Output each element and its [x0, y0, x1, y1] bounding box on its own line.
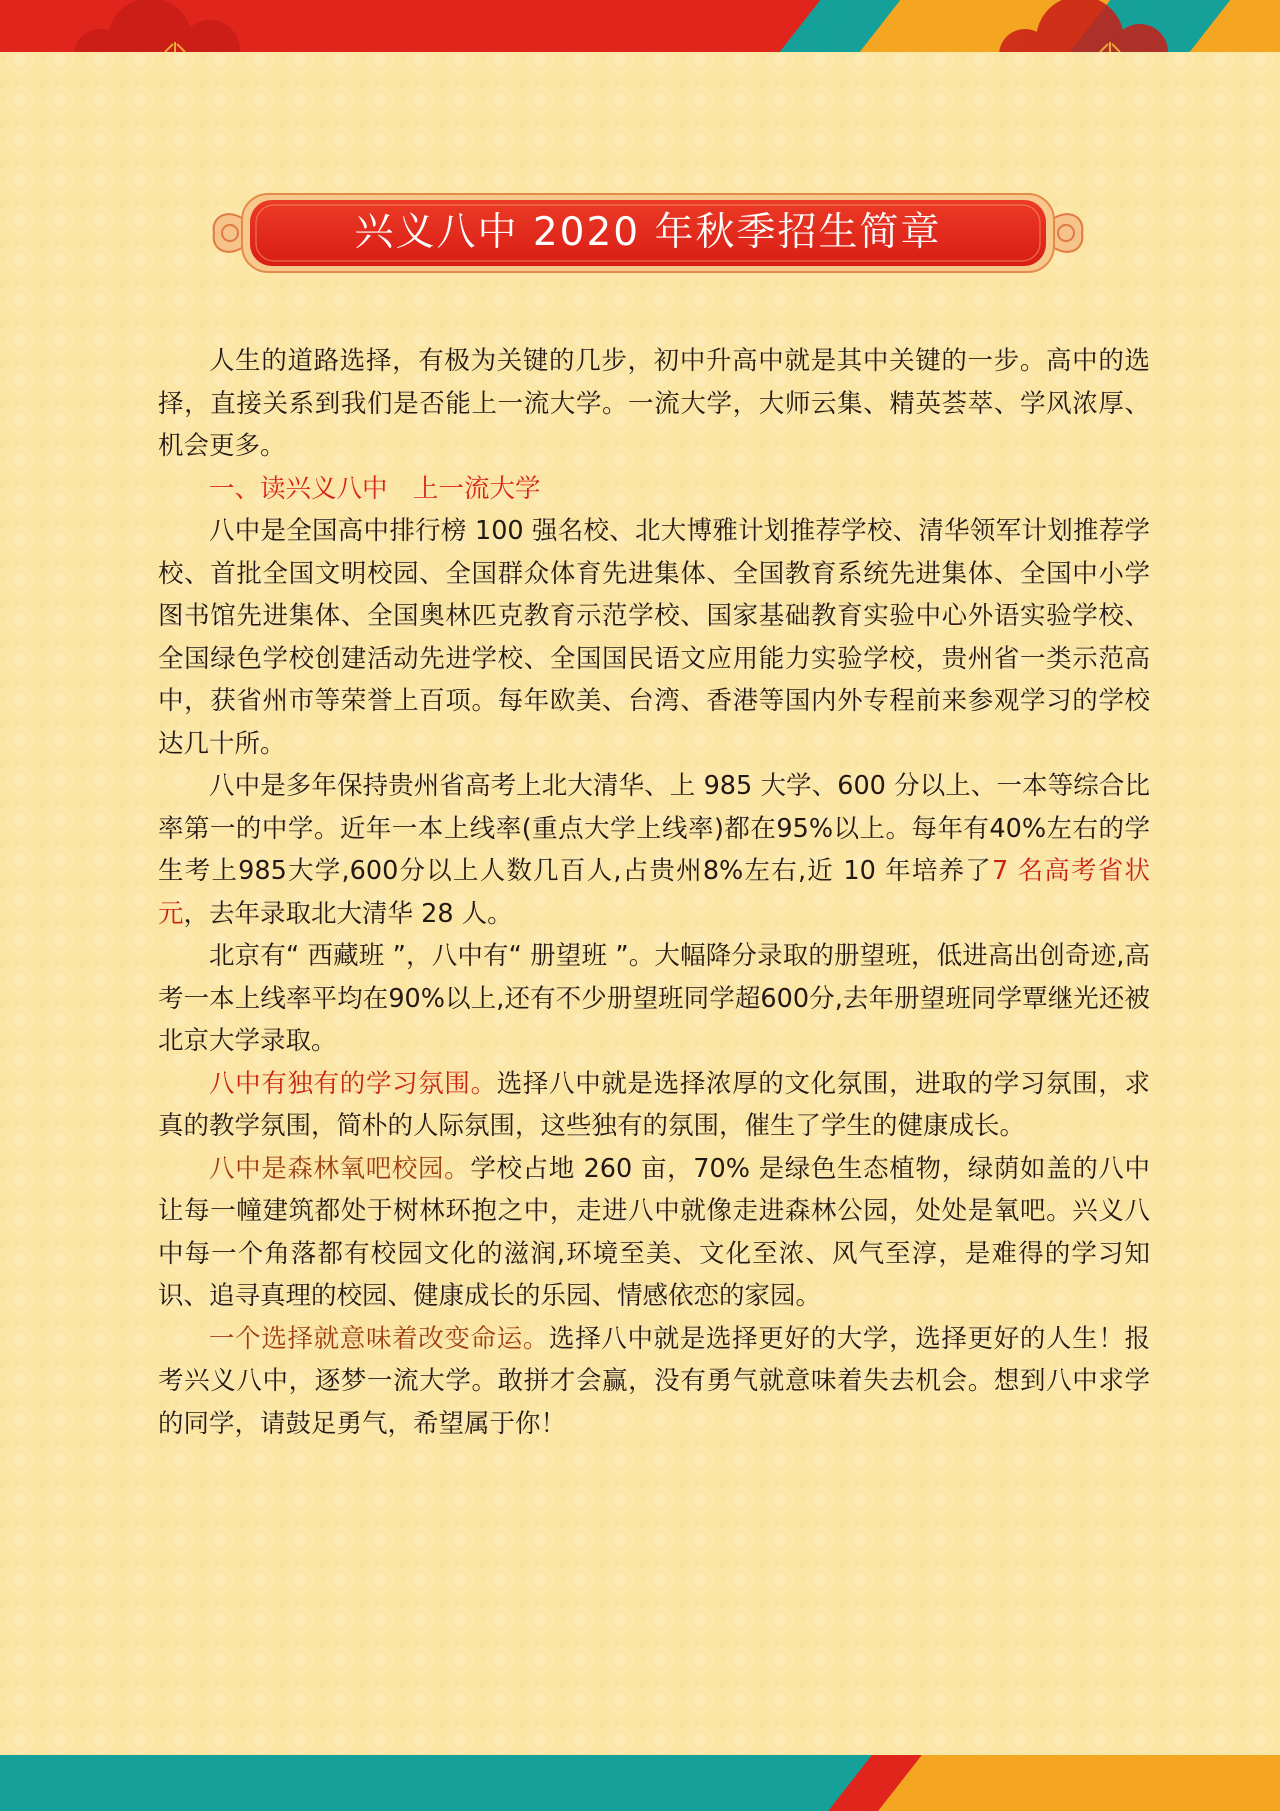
- atmosphere-text: 选择八中就是选择浓厚的文化氛围，进取的学习氛围，求真的教学氛围，简朴的人际氛围，这些独有的氛围，催生了学生的健康成长。: [158, 1068, 1150, 1141]
- intro-paragraph: 人生的道路选择，有极为关键的几步，初中升高中就是其中关键的一步。高中的选择，直接关系到我们是否能上一流大学。一流大学，大师云集、精英荟萃、学风浓厚、机会更多。: [158, 346, 1150, 461]
- campus-highlight: 八中是森林氧吧校园。: [209, 1153, 471, 1184]
- title-ribbon: [208, 190, 1088, 276]
- choice-text: 选择八中就是选择更好的大学，选择更好的人生！报考兴义八中，逐梦一流大学。敢拼才会赢，没有勇气就意味着失去机会。想到八中求学的同学，请鼓足勇气，希望属于你！: [158, 1323, 1150, 1439]
- cloud-ornament-icon: [0, 0, 1280, 52]
- campus-paragraph: [158, 1148, 1150, 1318]
- article-body: [158, 340, 1150, 1445]
- choice-highlight: 一个选择就意味着改变命运。: [209, 1323, 550, 1354]
- results-text-start: 八中是多年保持贵州省高考上北大清华、上 985 大学、600 分以上、一本等综合比率第一的中学。近年一本上线率(重点大学上线率)都在95%以上。每年有40%左右的学生考上985大学,600分以上人数几百人,占贵州8%左右,近 10 年培养了: [158, 771, 1150, 886]
- top-decorative-band: [0, 0, 1280, 52]
- champions-highlight: 7 名高考省状元: [158, 856, 1150, 929]
- honors-paragraph: 八中是全国高中排行榜 100 强名校、北大博雅计划推荐学校、清华领军计划推荐学校、首批全国文明校园、全国群众体育先进集体、全国教育系统先进集体、全国中小学图书馆先进集体、全国奥林匹克教育示范学校、国家基础教育实验中心外语实验学校、全国绿色学校创建活动先进学校、全国国民语文应用能力实验学校，贵州省一类示范高中，获省州市等荣誉上百项。每年欧美、台湾、香港等国内外专程前来参观学习的学校达几十所。: [158, 516, 1150, 759]
- section-heading: 一、读兴义八中 上一流大学: [209, 473, 541, 504]
- atmosphere-highlight: 八中有独有的学习氛围。: [209, 1068, 497, 1099]
- choice-paragraph: [158, 1318, 1150, 1446]
- bottom-decorative-band: [0, 1755, 1280, 1811]
- atmosphere-paragraph: [158, 1063, 1150, 1148]
- results-paragraph: [158, 765, 1150, 935]
- results-text-end: ，去年录取北大清华 28 人。: [183, 898, 513, 929]
- page-title: 兴义八中 2020 年秋季招生简章: [354, 210, 942, 255]
- campus-text: 学校占地 260 亩，70% 是绿色生态植物，绿荫如盖的八中让每一幢建筑都处于树林环抱之中，走进八中就像走进森林公园，处处是氧吧。兴义八中每一个角落都有校园文化的滋润,环境至美、文化至浓、风气至淳，是难得的学习知识、追寻真理的校园、健康成长的乐园、情感依恋的家园。: [158, 1153, 1150, 1311]
- ceiwang-class-paragraph: 北京有“ 西藏班 ”，八中有“ 册望班 ”。大幅降分录取的册望班，低进高出创奇迹,高考一本上线率平均在90%以上,还有不少册望班同学超600分,去年册望班同学覃继光还被北京大学录取。: [158, 941, 1150, 1056]
